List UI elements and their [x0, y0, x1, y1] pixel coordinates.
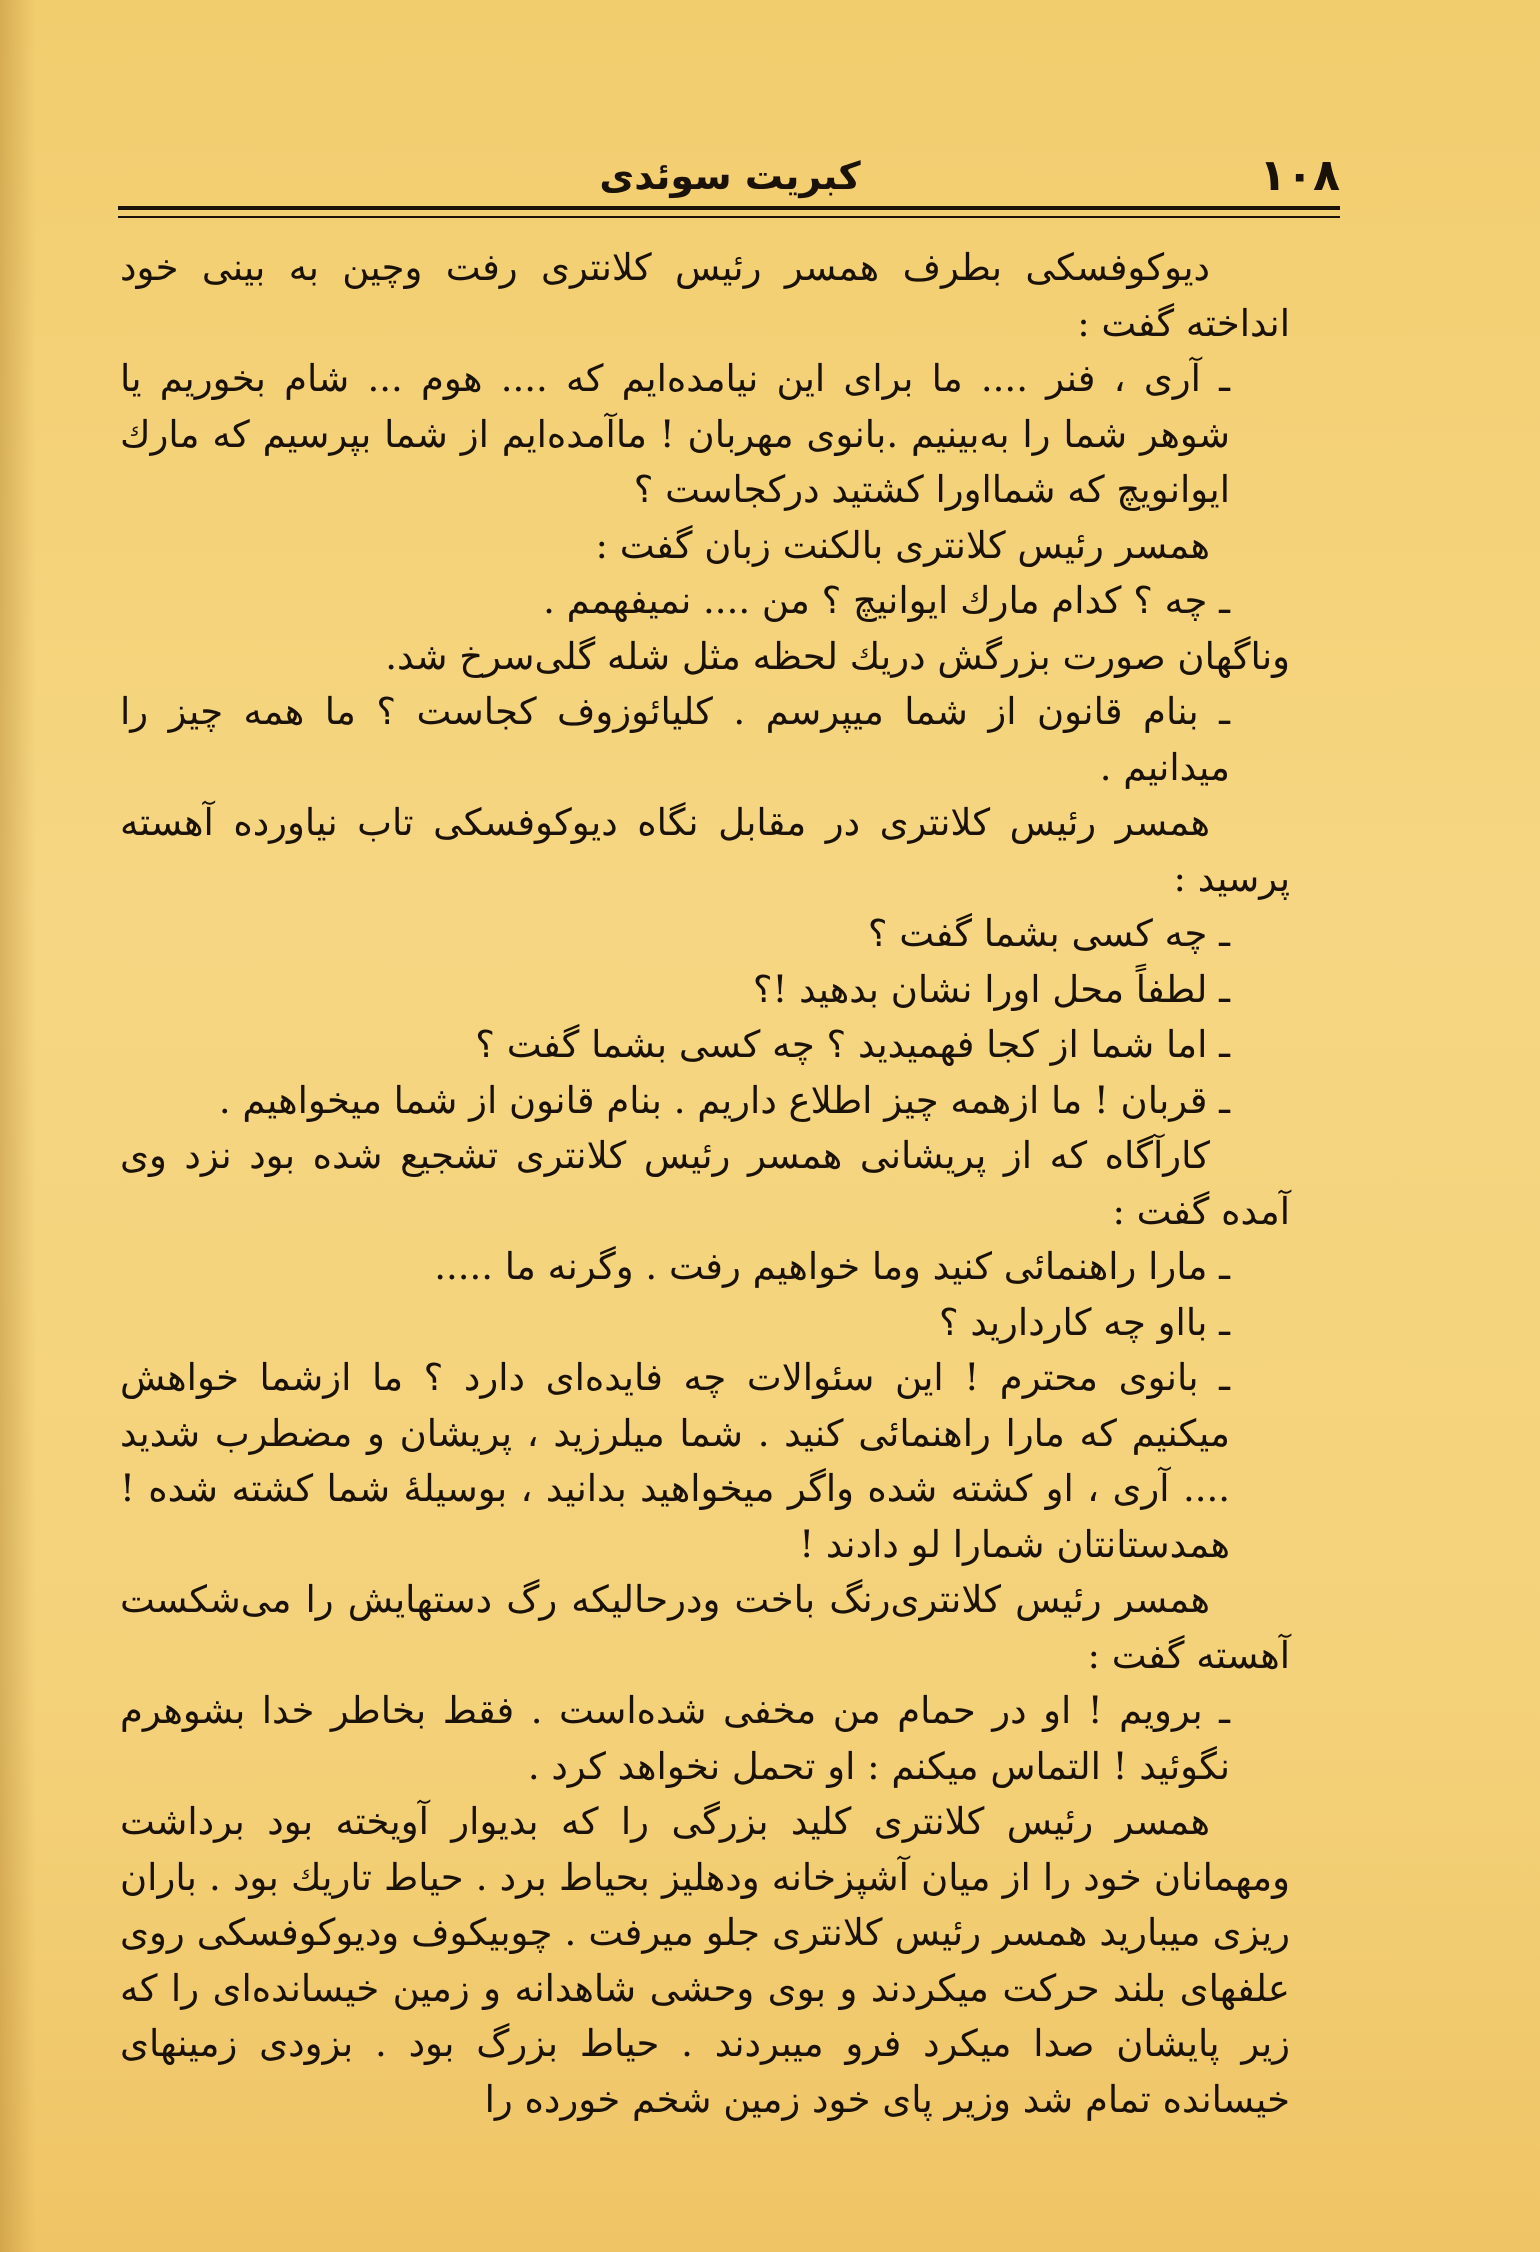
dialogue-line: ـ اما شما از کجا فهمیدید ؟ چه کسی بشما گفت ؟: [475, 1023, 1230, 1066]
body-text: [120, 240, 1290, 2127]
dialogue-line: ـ چه کسی بشما گفت ؟: [867, 912, 1230, 955]
page-number: ۱۰۸: [1259, 150, 1340, 201]
paragraph: همسر رئیس کلانتری کلید بزرگی را که بدیوار آویخته بود برداشت ومهمانان خود را از میان آشپزخانه ودهلیز بحیاط برد . حیاط تاریك بود . باران ریزی میبارید همسر رئیس کلانتری جلو میرفت . چوبیکوف ودیوکوفسکی روی علفهای بلند حرکت میکردند و بوی وحشی شاهدانه و زمین خیسانده‌ای را که زیر پایشان صدا میکرد فرو میبردند . حیاط بزرگ بود . بزودی زمینهای خیسانده تمام شد وزیر پای خود زمین شخم خورده را: [120, 1800, 1290, 2121]
dialogue-line: ـ چه ؟ کدام مارك ایوانیچ ؟ من .... نمیفهمم .: [543, 579, 1230, 622]
header-rule-thick: [118, 206, 1340, 210]
paragraph: همسر رئیس کلانتری بالکنت زبان گفت :: [595, 523, 1210, 567]
dialogue-line: ـ قربان ! ما ازهمه چیز اطلاع داریم . بنام قانون از شما میخواهیم .: [218, 1078, 1230, 1122]
header-rule-thin: [118, 216, 1340, 218]
dialogue-line: ـ لطفاً محل اورا نشان بدهید !؟: [752, 967, 1230, 1011]
page-header: [120, 150, 1340, 210]
dialogue-line: ـ بنام قانون از شما میپرسم . کلیائوزوف کجاست ؟ ما همه چیز را میدانیم .: [120, 690, 1230, 789]
dialogue-line: ـ بااو چه کاردارید ؟: [938, 1300, 1230, 1344]
dialogue-line: ـ مارا راهنمائی کنید وما خواهیم رفت . وگرنه ما .....: [434, 1245, 1230, 1288]
paragraph: همسر رئیس کلانتری‌رنگ باخت ودرحالیکه رگ دستهایش را می‌شکست آهسته گفت :: [120, 1578, 1290, 1677]
paragraph: وناگهان صورت بزرگش دریك لحظه مثل شله گلی‌سرخ شد.: [385, 634, 1290, 678]
paragraph: دیوکوفسکی بطرف همسر رئیس کلانتری رفت وچین به بینی خود انداخته گفت :: [120, 246, 1290, 345]
dialogue-line: ـ آری ، فنر .... ما برای این نیامده‌ایم که .... هوم ... شام بخوریم یا شوهر شما را به‌بینیم .بانوی مهربان ! ماآمده‌ایم از شما بپرسیم که مارك ایوانویچ که شمااورا کشتید درکجاست ؟: [120, 357, 1230, 511]
paragraph: کارآگاه که از پریشانی همسر رئیس کلانتری تشجیع شده بود نزد وی آمده گفت :: [120, 1134, 1290, 1233]
paragraph: همسر رئیس کلانتری در مقابل نگاه دیوکوفسکی تاب نیاورده آهسته پرسید :: [120, 801, 1290, 900]
running-title: کبریت سوئدی: [599, 154, 861, 198]
dialogue-line: ـ برویم ! او در حمام من مخفی شده‌است . فقط بخاطر خدا بشوهرم نگوئید ! التماس میکنم : او تحمل نخواهد کرد .: [120, 1689, 1230, 1788]
dialogue-line: ـ بانوی محترم ! این سئوالات چه فایده‌ای دارد ؟ ما ازشما خواهش میکنیم که مارا راهنمائی کنید . شما میلرزید ، پریشان و مضطرب شدید .... آری ، او کشته شده واگر میخواهید بدانید ، بوسیلهٔ شما کشته شده ! همدستانتان شمارا لو دادند !: [120, 1356, 1230, 1566]
